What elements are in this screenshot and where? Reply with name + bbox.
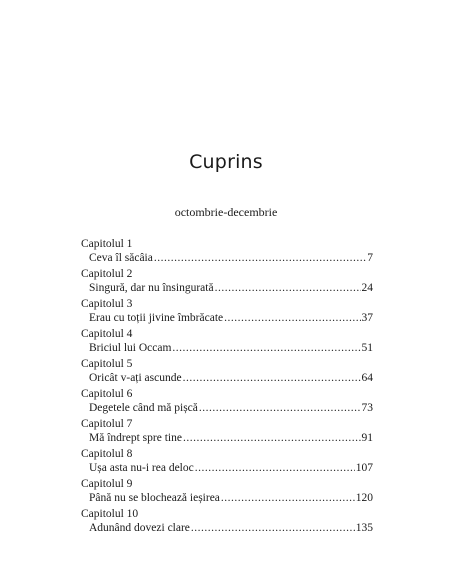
page-number: 91 (361, 432, 373, 444)
toc-entry (81, 507, 373, 537)
chapter-number: Capitolul 10 (81, 508, 139, 520)
toc-line (81, 491, 373, 505)
dot-leader (199, 401, 361, 415)
chapter-number: Capitolul 9 (81, 478, 133, 490)
chapter-title: Ușa asta nu-i rea deloc (89, 462, 194, 474)
chapter-number: Capitolul 4 (81, 328, 133, 340)
toc-entry (81, 297, 373, 327)
chapter-number: Capitolul 3 (81, 298, 133, 310)
toc-line (81, 521, 373, 535)
page-number: 7 (367, 252, 373, 264)
chapter-title: Erau cu toții jivine îmbrăcate (89, 312, 224, 324)
toc-entry (81, 357, 373, 387)
chapter-title: Adunând dovezi clare (89, 522, 190, 534)
toc-entry (81, 477, 373, 507)
dot-leader (154, 251, 366, 265)
chapter-number: Capitolul 7 (81, 418, 133, 430)
chapter-number: Capitolul 8 (81, 448, 133, 460)
chapter-number: Capitolul 2 (81, 268, 133, 280)
toc-entry (81, 267, 373, 297)
toc-line (81, 251, 373, 265)
chapter-number: Capitolul 5 (81, 358, 133, 370)
page-number: 135 (355, 522, 373, 534)
chapter-title: Singură, dar nu însingurată (89, 282, 214, 294)
chapter-title: Oricât v-ați ascunde (89, 372, 182, 384)
chapter-title: Mă îndrept spre tine (89, 432, 182, 444)
toc-line (81, 311, 373, 325)
toc-line (81, 431, 373, 445)
toc-line (81, 281, 373, 295)
page-number: 51 (361, 342, 373, 354)
chapter-title: Briciul lui Occam (89, 342, 172, 354)
page-number: 37 (361, 312, 373, 324)
toc-line (81, 371, 373, 385)
chapter-title: Ceva îl săcâia (89, 252, 153, 264)
toc-entry (81, 387, 373, 417)
toc-line (81, 461, 373, 475)
chapter-number: Capitolul 6 (81, 388, 133, 400)
page-number: 73 (361, 402, 373, 414)
dot-leader (191, 521, 355, 535)
page-number: 107 (355, 462, 373, 474)
section-heading: octombrie-decembrie (174, 205, 278, 219)
dot-leader (183, 431, 361, 445)
page-number: 120 (355, 492, 373, 504)
dot-leader (172, 341, 360, 355)
page-number: 64 (361, 372, 373, 384)
page-number: 24 (361, 282, 373, 294)
chapter-title: Degetele când mă pișcă (89, 402, 198, 414)
dot-leader (221, 491, 355, 505)
page-title: Cuprins (189, 151, 263, 173)
toc-entry (81, 417, 373, 447)
toc-line (81, 401, 373, 415)
chapter-title: Până nu se blochează ieșirea (89, 492, 220, 504)
dot-leader (215, 281, 361, 295)
dot-leader (195, 461, 355, 475)
chapter-number: Capitolul 1 (81, 238, 133, 250)
toc-entry (81, 447, 373, 477)
toc-entry (81, 327, 373, 357)
toc-entry (81, 237, 373, 267)
toc-line (81, 341, 373, 355)
dot-leader (183, 371, 361, 385)
dot-leader (224, 311, 360, 325)
table-of-contents (81, 237, 373, 537)
